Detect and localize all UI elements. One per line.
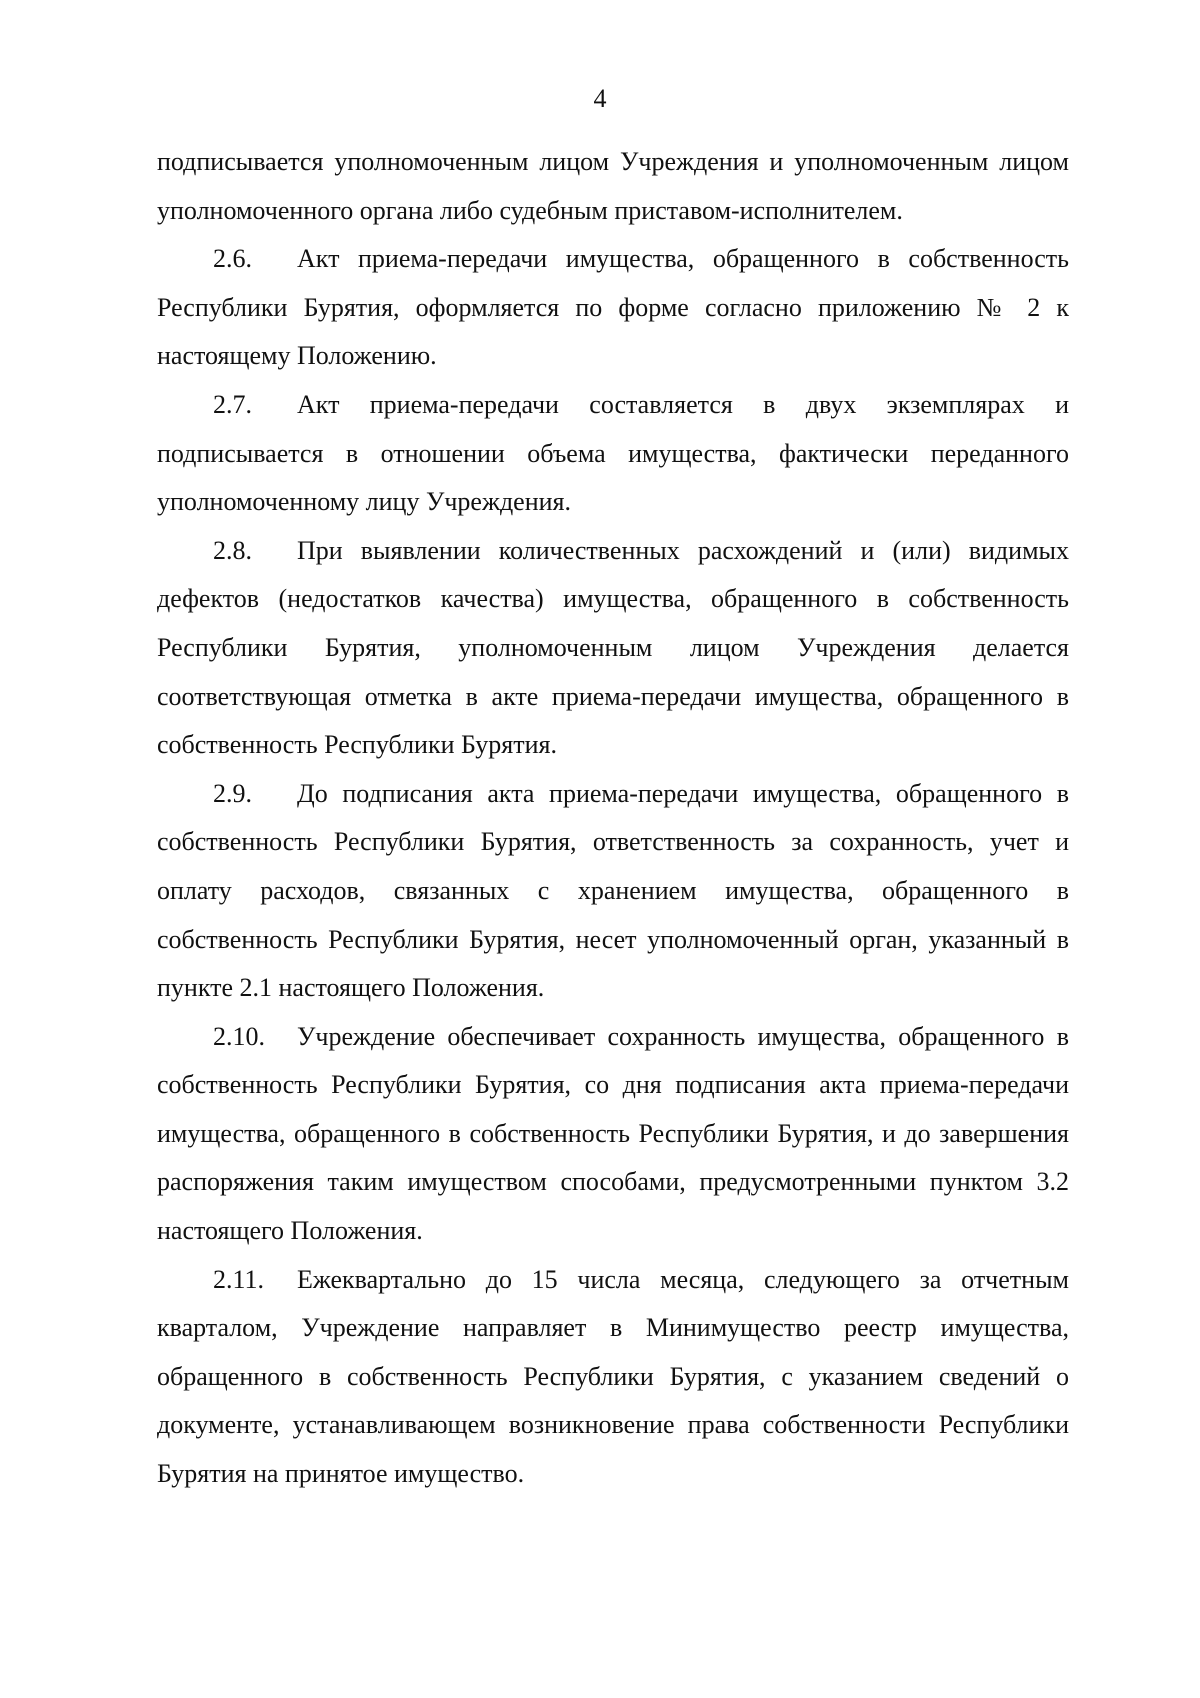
paragraph-number: 2.10. [213, 1021, 265, 1051]
paragraph-text: Ежеквартально до 15 числа месяца, следующего за отчетным кварталом, Учреждение направляет в Минимущество реестр имущества, обращенного в собственность Республики Бурятия, с указанием сведений о документе, устанавливающем возникновение права собственности Республики Бурятия на принятое имущество. [157, 1264, 1069, 1489]
page-number: 4 [593, 84, 607, 113]
paragraph-text: Учреждение обеспечивает сохранность имущества, обращенного в собственность Республики Бурятия, со дня подписания акта приема-передачи имущества, обращенного в собственность Республики Бурятия, и до завершения распоряжения таким имуществом способами, предусмотренными пунктом 3.2 настоящего Положения. [157, 1021, 1069, 1246]
intro-paragraph: подписывается уполномоченным лицом Учреждения и уполномоченным лицом уполномоченного органа либо судебным приставом-исполнителем. [157, 147, 1069, 225]
paragraph-2-8 [157, 527, 1069, 770]
paragraph-2-10 [157, 1013, 1069, 1256]
paragraph-2-6 [157, 235, 1069, 381]
paragraph-number: 2.8. [213, 535, 252, 565]
paragraph-number: 2.6. [213, 244, 252, 274]
paragraph-text: При выявлении количественных расхождений и (или) видимых дефектов (недостатков качества) имущества, обращенного в собственность Республики Бурятия, уполномоченным лицом Учреждения делается соответствующая отметка в акте приема-передачи имущества, обращенного в собственность Республики Бурятия. [157, 535, 1069, 760]
paragraph-number: 2.9. [213, 778, 252, 808]
paragraph-text: Акт приема-передачи имущества, обращенного в собственность Республики Бурятия, оформляется по форме согласно приложению № 2 к настоящему Положению. [157, 244, 1069, 371]
paragraph-2-7 [157, 381, 1069, 527]
paragraph-text: Акт приема-передачи составляется в двух экземплярах и подписывается в отношении объема имущества, фактически переданного уполномоченному лицу Учреждения. [157, 389, 1069, 517]
paragraph-number: 2.7. [213, 389, 252, 419]
paragraph-text: До подписания акта приема-передачи имущества, обращенного в собственность Республики Бурятия, ответственность за сохранность, учет и оплату расходов, связанных с хранением имущества, обращенного в собственность Республики Бурятия, несет уполномоченный орган, указанный в пункте 2.1 настоящего Положения. [157, 778, 1069, 1003]
paragraph-2-11 [157, 1256, 1069, 1499]
document-body [157, 138, 1069, 1499]
paragraph-number: 2.11. [213, 1264, 265, 1294]
paragraph-2-9 [157, 770, 1069, 1013]
